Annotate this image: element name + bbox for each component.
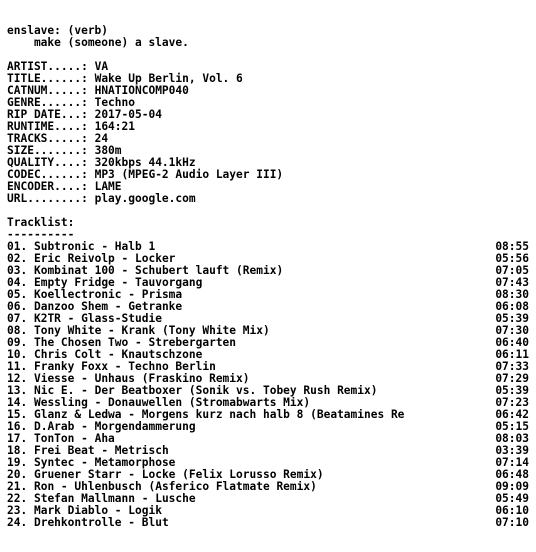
track-artist-title: Danzoo Shem - Getranke [33, 301, 183, 313]
track-title [7, 481, 485, 493]
nfo-document [7, 25, 529, 529]
info-value: 320kbps 44.1kHz [94, 156, 196, 169]
track-title [7, 289, 485, 301]
track-title [7, 373, 485, 385]
info-value: play.google.com [94, 192, 196, 205]
tracklist-underline: ---------- [7, 228, 75, 241]
track-number: 10. [7, 349, 28, 361]
track-title [7, 385, 485, 397]
track-number: 12. [7, 373, 28, 385]
track-title [7, 421, 485, 433]
track-title [7, 301, 485, 313]
track-duration: 05:39 [495, 384, 529, 397]
info-key: GENRE......: [7, 96, 88, 109]
track-title [7, 265, 485, 277]
info-value: LAME [94, 180, 122, 193]
info-key: TITLE......: [7, 72, 88, 85]
track-row [7, 493, 529, 505]
track-row [7, 397, 529, 409]
track-artist-title: Mark Diablo - Logik [33, 505, 162, 517]
track-row [7, 409, 529, 421]
track-artist-title: Koellectronic - Prisma [33, 289, 183, 301]
track-duration: 07:05 [495, 264, 529, 277]
info-value: Techno [94, 96, 135, 109]
track-duration: 07:33 [495, 360, 529, 373]
info-key: CODEC......: [7, 168, 88, 181]
track-artist-title: Drehkontrolle - Blut [33, 517, 169, 529]
track-title [7, 325, 485, 337]
track-number: 16. [7, 421, 28, 433]
track-artist-title: TonTon - Aha [33, 433, 115, 445]
track-artist-title: Empty Fridge - Tauvorgang [33, 277, 203, 289]
track-duration: 06:40 [495, 336, 529, 349]
info-key: ENCODER....: [7, 180, 88, 193]
track-row [7, 457, 529, 469]
track-duration: 06:11 [495, 348, 529, 361]
track-duration: 06:08 [495, 300, 529, 313]
track-duration: 06:42 [495, 408, 529, 421]
definition-word-line: enslave: (verb) [7, 24, 109, 37]
track-number: 05. [7, 289, 28, 301]
track-title [7, 241, 485, 253]
info-value: Wake Up Berlin, Vol. 6 [94, 72, 243, 85]
track-duration: 06:10 [495, 504, 529, 517]
track-number: 15. [7, 409, 28, 421]
track-row [7, 469, 529, 481]
track-row [7, 421, 529, 433]
track-number: 21. [7, 481, 28, 493]
track-row [7, 517, 529, 529]
track-number: 19. [7, 457, 28, 469]
track-title [7, 253, 485, 265]
track-duration: 07:10 [495, 516, 529, 529]
track-artist-title: Nic E. - Der Beatboxer (Sonik vs. Tobey Rush Remix) [33, 385, 378, 397]
track-title [7, 517, 485, 529]
info-value: 380m [94, 144, 122, 157]
track-duration: 07:29 [495, 372, 529, 385]
track-artist-title: Wessling - Donauwellen (Stromabwarts Mix) [33, 397, 311, 409]
track-title [7, 457, 485, 469]
release-info [7, 61, 529, 205]
track-artist-title: Gruener Starr - Locke (Felix Lorusso Remix) [33, 469, 324, 481]
track-duration: 09:09 [495, 480, 529, 493]
track-row [7, 505, 529, 517]
track-number: 24. [7, 517, 28, 529]
info-key: SIZE.......: [7, 144, 88, 157]
track-artist-title: Viesse - Unhaus (Fraskino Remix) [33, 373, 250, 385]
info-value: 2017-05-04 [94, 108, 162, 121]
track-title [7, 397, 485, 409]
info-key: URL........: [7, 192, 88, 205]
track-artist-title: Eric Reivolp - Locker [33, 253, 176, 265]
info-value: 24 [94, 132, 109, 145]
track-row [7, 265, 529, 277]
track-artist-title: Subtronic - Halb 1 [33, 241, 156, 253]
track-artist-title: Franky Foxx - Techno Berlin [33, 361, 216, 373]
track-duration: 05:56 [495, 252, 529, 265]
track-number: 13. [7, 385, 28, 397]
track-number: 08. [7, 325, 28, 337]
track-duration: 08:03 [495, 432, 529, 445]
track-number: 11. [7, 361, 28, 373]
track-title [7, 409, 485, 421]
track-duration: 05:39 [495, 312, 529, 325]
track-number: 20. [7, 469, 28, 481]
info-value: HNATIONCOMP040 [94, 84, 189, 97]
info-row-url [7, 193, 529, 205]
track-artist-title: D.Arab - Morgendammerung [33, 421, 196, 433]
track-row [7, 325, 529, 337]
track-duration: 03:39 [495, 444, 529, 457]
track-number: 22. [7, 493, 28, 505]
track-artist-title: K2TR - Glass-Studie [33, 313, 162, 325]
track-row [7, 301, 529, 313]
track-title [7, 361, 485, 373]
track-artist-title: Stefan Mallmann - Lusche [33, 493, 196, 505]
track-row [7, 433, 529, 445]
track-artist-title: Glanz & Ledwa - Morgens kurz nach halb 8 (Beatamines Re [33, 409, 405, 421]
track-duration: 07:30 [495, 324, 529, 337]
track-artist-title: Ron - Uhlenbusch (Asferico Flatmate Remix) [33, 481, 317, 493]
track-row [7, 313, 529, 325]
track-artist-title: Tony White - Krank (Tony White Mix) [33, 325, 270, 337]
track-row [7, 481, 529, 493]
track-row [7, 241, 529, 253]
info-key: TRACKS.....: [7, 132, 88, 145]
track-title [7, 313, 485, 325]
track-number: 04. [7, 277, 28, 289]
track-artist-title: Syntec - Metamorphose [33, 457, 176, 469]
track-number: 02. [7, 253, 28, 265]
track-row [7, 361, 529, 373]
info-value: 164:21 [94, 120, 135, 133]
track-number: 17. [7, 433, 28, 445]
track-row [7, 277, 529, 289]
track-duration: 07:14 [495, 456, 529, 469]
track-artist-title: Chris Colt - Knautschzone [33, 349, 203, 361]
track-title [7, 337, 485, 349]
track-row [7, 349, 529, 361]
track-row [7, 445, 529, 457]
info-key: CATNUM.....: [7, 84, 88, 97]
info-key: QUALITY....: [7, 156, 88, 169]
track-duration: 06:48 [495, 468, 529, 481]
track-title [7, 505, 485, 517]
tracklist [7, 241, 529, 529]
info-key: RUNTIME....: [7, 120, 88, 133]
track-row [7, 385, 529, 397]
track-number: 09. [7, 337, 28, 349]
track-row [7, 253, 529, 265]
track-duration: 07:23 [495, 396, 529, 409]
track-number: 18. [7, 445, 28, 457]
track-number: 23. [7, 505, 28, 517]
track-title [7, 469, 485, 481]
track-title [7, 493, 485, 505]
spacer [7, 205, 529, 217]
info-key: RIP DATE...: [7, 108, 88, 121]
track-duration: 05:15 [495, 420, 529, 433]
track-duration: 07:43 [495, 276, 529, 289]
track-artist-title: Kombinat 100 - Schubert lauft (Remix) [33, 265, 284, 277]
track-row [7, 289, 529, 301]
info-value: VA [94, 60, 109, 73]
track-title [7, 349, 485, 361]
track-title [7, 277, 485, 289]
track-artist-title: Frei Beat - Metrisch [33, 445, 169, 457]
info-key: ARTIST.....: [7, 60, 88, 73]
track-duration: 08:55 [495, 240, 529, 253]
track-title [7, 445, 485, 457]
track-number: 06. [7, 301, 28, 313]
definition-meaning-line: make (someone) a slave. [7, 36, 189, 49]
track-number: 03. [7, 265, 28, 277]
track-number: 01. [7, 241, 28, 253]
track-artist-title: The Chosen Two - Strebergarten [33, 337, 237, 349]
track-duration: 08:30 [495, 288, 529, 301]
info-value: MP3 (MPEG-2 Audio Layer III) [94, 168, 284, 181]
track-number: 14. [7, 397, 28, 409]
track-duration: 05:49 [495, 492, 529, 505]
track-number: 07. [7, 313, 28, 325]
track-row [7, 373, 529, 385]
track-title [7, 433, 485, 445]
track-row [7, 337, 529, 349]
tracklist-heading: Tracklist: [7, 216, 75, 229]
